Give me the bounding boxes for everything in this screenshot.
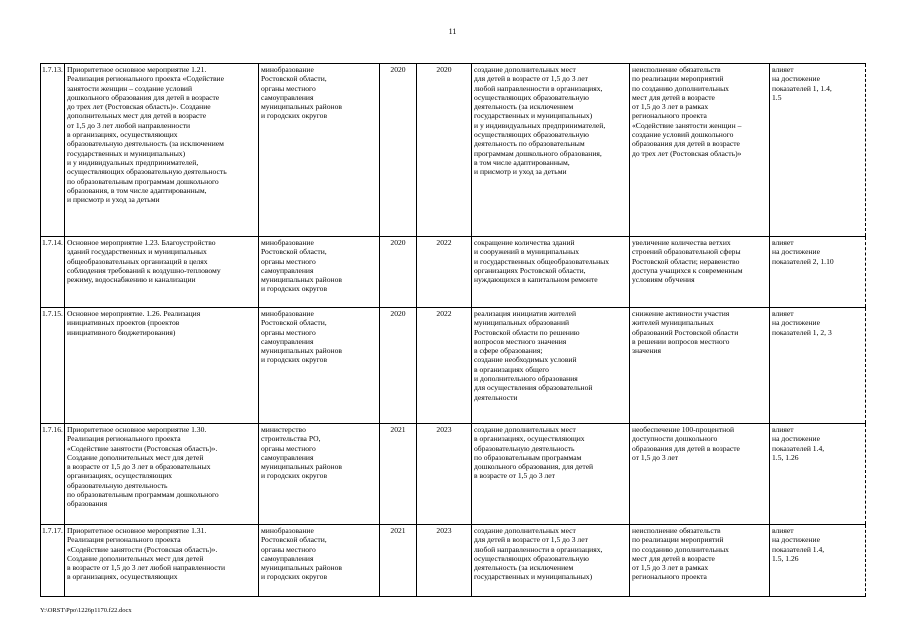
indicator-link: влияет на достижение показателей 1.4, 1.5, 1.26 [770,525,866,597]
event-name: Основное мероприятие. 1.26. Реализация инициативных проектов (проектов инициативного бюджетирования) [65,308,259,424]
program-events-table [40,63,866,597]
table-row [41,308,866,424]
event-name: Приоритетное основное мероприятие 1.21. Реализация регионального проекта «Содействие занятости женщин – создание условий дошкольного образования для детей в возрасте до трех лет (Ростовская область)». Создание дополнительных мест для детей в возрасте от 1,5 до 3 лет любой направленности в организациях, осуществляющих образовательную деятельность (за исключением государственных и муниципальных) и у индивидуальных предпринимателей, осуществляющих образовательную деятельность по образовательным программам дошкольного образования, в том числе адаптированным, и присмотр и уход за детьми [65,64,259,237]
table-row [41,424,866,525]
event-name: Приоритетное основное мероприятие 1.30. Реализация регионального проекта «Содействие занятости (Ростовская область)». Создание дополнительных мест для детей в возрасте от 1,5 до 3 лет в образовательных организациях, осуществляющих образовательную деятельность по образовательным программам дошкольного образования [65,424,259,525]
end-year: 2023 [417,424,472,525]
event-name: Приоритетное основное мероприятие 1.31. Реализация регионального проекта «Содействие занятости (Ростовская область)». Создание дополнительных мест для детей в возрасте от 1,5 до 3 лет любой направленности в организациях, осуществляющих [65,525,259,597]
row-number: 1.7.14. [41,237,65,308]
executor: минобразование Ростовской области, органы местного самоуправления муниципальных районов и городских округов [259,237,380,308]
end-year: 2022 [417,237,472,308]
expected-result: создание дополнительных мест в организациях, осуществляющих образовательную деятельность по образовательным программам дошкольного образования, для детей в возрасте от 1,5 до 3 лет [472,424,630,525]
expected-result: создание дополнительных мест для детей в возрасте от 1,5 до 3 лет любой направленности в организациях, осуществляющих образовательную деятельность (за исключением государственных и муниципальных) [472,525,630,597]
expected-result: реализация инициатив жителей муниципальных образований Ростовской области по решению вопросов местного значения в сфере образования; создание необходимых условий в организациях общего и дополнительного образования для осуществления образовательной деятельности [472,308,630,424]
start-year: 2020 [380,237,417,308]
row-number: 1.7.16. [41,424,65,525]
executor: минобразование Ростовской области, органы местного самоуправления муниципальных районов и городских округов [259,525,380,597]
executor: министерство строительства РО, органы местного самоуправления муниципальных районов и городских округов [259,424,380,525]
non-implementation-consequences: неисполнение обязательств по реализации мероприятий по созданию дополнительных мест для детей в возрасте от 1,5 до 3 лет в рамках регионального проекта «Содействие занятости женщин – создание условий дошкольного образования для детей в возрасте до трех лет (Ростовская область)» [630,64,770,237]
row-number: 1.7.13. [41,64,65,237]
executor: минобразование Ростовской области, органы местного самоуправления муниципальных районов и городских округов [259,64,380,237]
row-number: 1.7.17. [41,525,65,597]
end-year: 2020 [417,64,472,237]
start-year: 2021 [380,525,417,597]
indicator-link: влияет на достижение показателей 2, 1.10 [770,237,866,308]
executor: минобразование Ростовской области, органы местного самоуправления муниципальных районов и городских округов [259,308,380,424]
start-year: 2021 [380,424,417,525]
table-row [41,525,866,597]
expected-result: создание дополнительных мест для детей в возрасте от 1,5 до 3 лет любой направленности в организациях, осуществляющих образовательную деятельность (за исключением государственных и муниципальных) и у индивидуальных предпринимателей, осуществляющих образовательную деятельность по образовательным программам дошкольного образования, в том числе адаптированным, и присмотр и уход за детьми [472,64,630,237]
end-year: 2022 [417,308,472,424]
table-row [41,237,866,308]
row-number: 1.7.15. [41,308,65,424]
indicator-link: влияет на достижение показателей 1, 1.4, 1.5 [770,64,866,237]
indicator-link: влияет на достижение показателей 1, 2, 3 [770,308,866,424]
non-implementation-consequences: неисполнение обязательств по реализации мероприятий по созданию дополнительных мест для детей в возрасте от 1,5 до 3 лет в рамках регионального проекта [630,525,770,597]
expected-result: сокращение количества зданий и сооружений в муниципальных и государственных общеобразовательных организациях Ростовской области, нуждающихся в капитальном ремонте [472,237,630,308]
table-row [41,64,866,237]
page-number: 11 [448,27,457,36]
start-year: 2020 [380,64,417,237]
footer-file-path: Y:\ORST\Ppo\1226p1170.f22.docx [40,607,132,614]
start-year: 2020 [380,308,417,424]
non-implementation-consequences: увеличение количества ветхих строений образовательной сферы Ростовской области; неравенство доступа учащихся к современным условиям обучения [630,237,770,308]
event-name: Основное мероприятие 1.23. Благоустройство зданий государственных и муниципальных общеобразовательных организаций в целях соблюдения требований к воздушно-тепловому режиму, водоснабжению и канализации [65,237,259,308]
indicator-link: влияет на достижение показателей 1.4, 1.5, 1.26 [770,424,866,525]
end-year: 2023 [417,525,472,597]
non-implementation-consequences: необеспечение 100-процентной доступности дошкольного образования для детей в возрасте от 1,5 до 3 лет [630,424,770,525]
non-implementation-consequences: снижение активности участия жителей муниципальных образований Ростовской области в решении вопросов местного значения [630,308,770,424]
